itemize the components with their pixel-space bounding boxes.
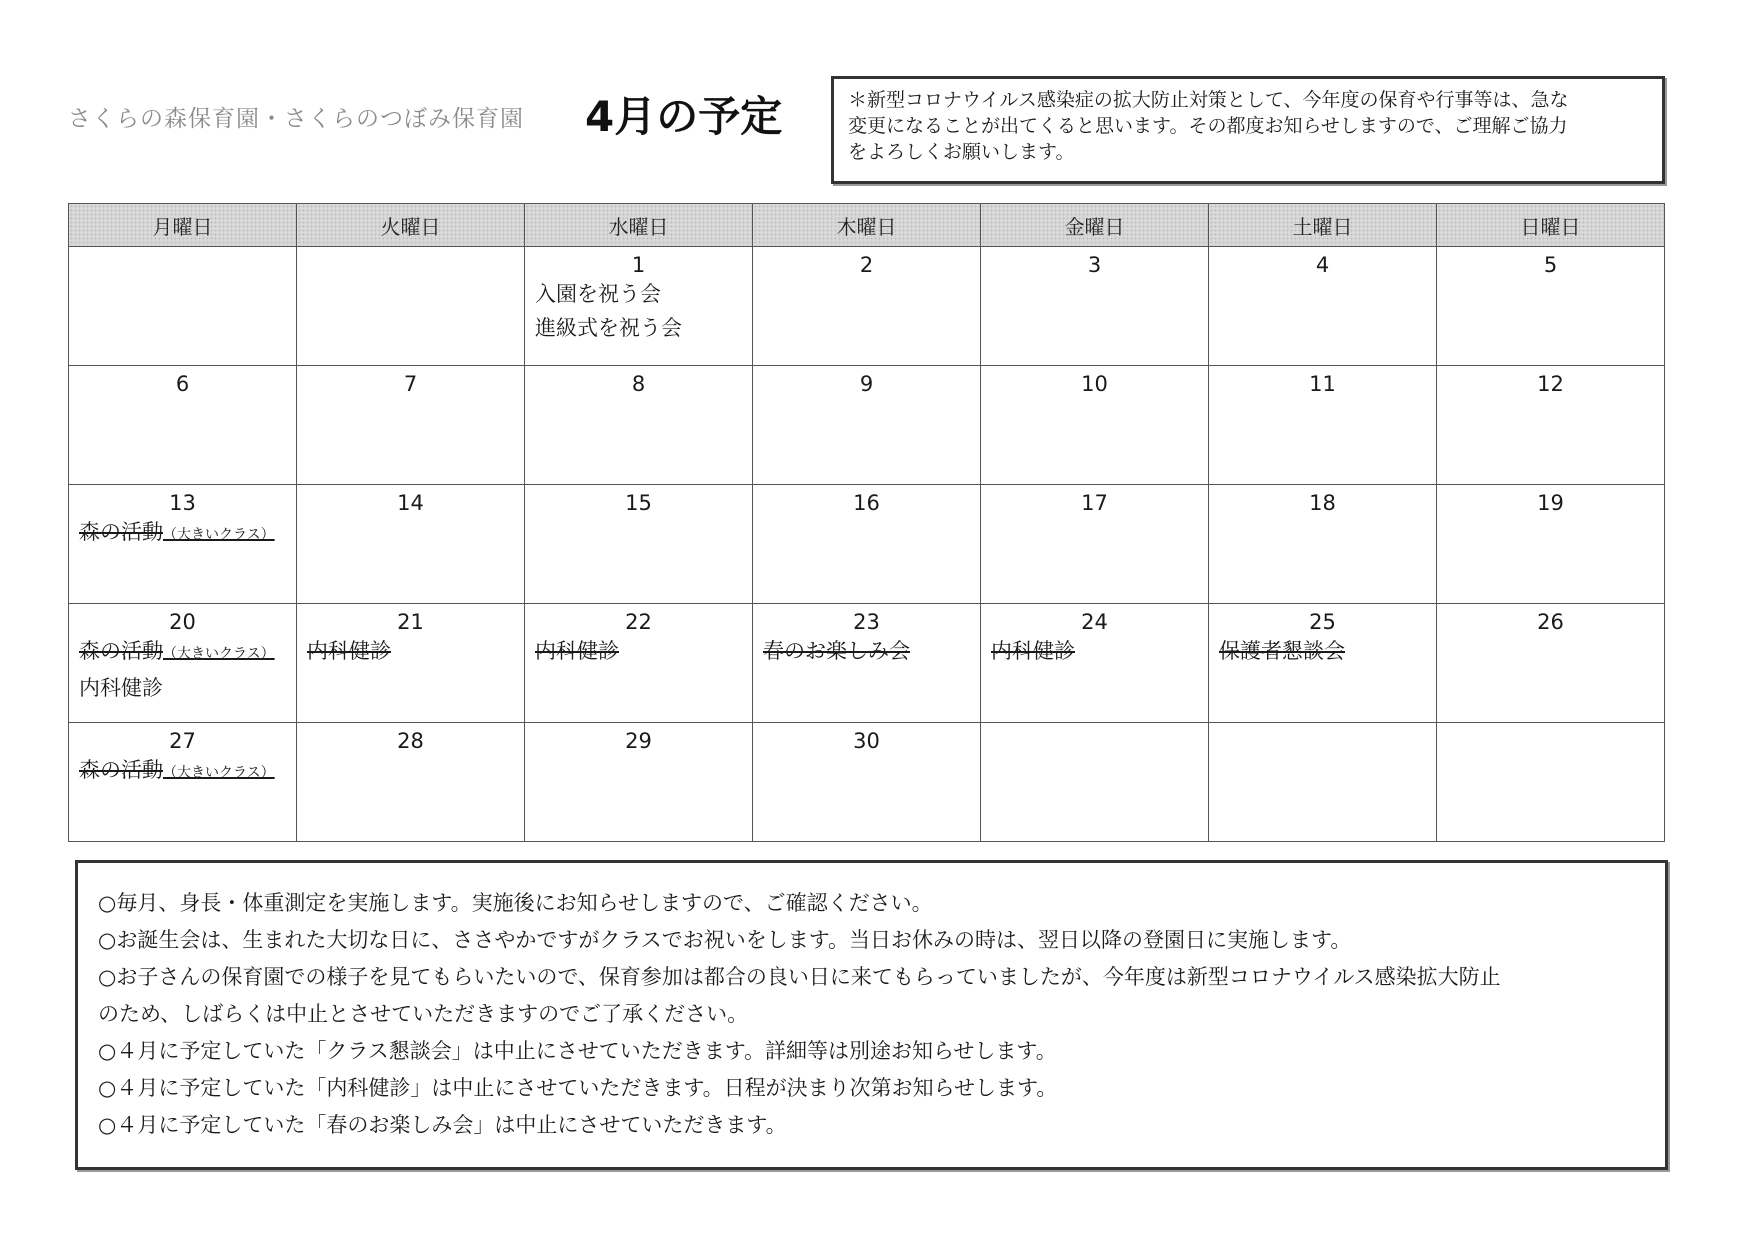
calendar-event	[525, 634, 752, 668]
day-number: 27	[169, 729, 196, 753]
day-cell	[297, 247, 525, 366]
calendar-body	[69, 247, 1665, 842]
note-line: ○毎月、身長・体重測定を実施します。実施後にお知らせしますので、ご確認ください。	[98, 891, 933, 915]
day-cell	[981, 247, 1209, 366]
day-number	[1209, 723, 1436, 729]
monthly-calendar	[68, 203, 1665, 842]
day-cell	[1209, 247, 1437, 366]
day-cell	[753, 366, 981, 485]
day-number: 25	[1309, 610, 1336, 634]
day-number: 16	[853, 491, 880, 515]
day-cell	[69, 723, 297, 842]
week-row	[69, 247, 1665, 366]
page-title: 4月の予定	[585, 92, 783, 141]
day-number: 30	[853, 729, 880, 753]
day-number: 29	[625, 729, 652, 753]
weekday-header: 日曜日	[1437, 204, 1665, 247]
notice-line: 変更になることが出てくると思います。その都度お知らせしますので、ご理解ご協力	[848, 115, 1568, 137]
day-cell	[1437, 723, 1665, 842]
calendar-event	[1209, 634, 1436, 668]
day-cell	[981, 723, 1209, 842]
week-row	[69, 723, 1665, 842]
weekday-header: 土曜日	[1209, 204, 1437, 247]
calendar-event	[525, 277, 752, 311]
weekday-header: 火曜日	[297, 204, 525, 247]
note-line: ○お誕生会は、生まれた大切な日に、ささやかですがクラスでお祝いをします。当日お休みの時は、翌日以降の登園日に実施します。	[98, 928, 1352, 952]
day-number: 9	[859, 372, 874, 396]
event-title: 内科健診	[79, 676, 163, 700]
event-title: 保護者懇談会	[1219, 639, 1345, 663]
calendar-event	[69, 634, 296, 671]
day-cell	[297, 723, 525, 842]
event-title: 森の活動	[79, 639, 163, 663]
event-title: 進級式を祝う会	[535, 316, 682, 340]
day-number: 24	[1081, 610, 1108, 634]
weekday-header: 月曜日	[69, 204, 297, 247]
day-cell	[297, 366, 525, 485]
day-number: 14	[397, 491, 424, 515]
day-number: 23	[853, 610, 880, 634]
event-title: 内科健診	[307, 639, 391, 663]
event-title: 入園を祝う会	[535, 282, 661, 306]
day-number: 6	[175, 372, 190, 396]
note-line: ○４月に予定していた「クラス懇談会」は中止にさせていただきます。詳細等は別途お知らせします。	[98, 1039, 1057, 1063]
event-title: 春のお楽しみ会	[763, 639, 910, 663]
weekday-header-row	[69, 204, 1665, 247]
calendar-event	[69, 753, 296, 790]
calendar-event	[525, 311, 752, 345]
day-number: 26	[1537, 610, 1564, 634]
day-number: 10	[1081, 372, 1108, 396]
notes-box	[75, 860, 1668, 1170]
day-number: 20	[169, 610, 196, 634]
note-line: ○４月に予定していた「春のお楽しみ会」は中止にさせていただきます。	[98, 1113, 787, 1137]
day-number	[981, 723, 1208, 729]
calendar-event	[69, 515, 296, 552]
weekday-header: 木曜日	[753, 204, 981, 247]
day-cell	[1209, 604, 1437, 723]
day-cell	[753, 485, 981, 604]
day-number	[297, 247, 524, 253]
day-cell	[297, 485, 525, 604]
day-number	[69, 247, 296, 253]
calendar-event	[981, 634, 1208, 668]
school-name: さくらの森保育園・さくらのつぼみ保育園	[68, 106, 524, 132]
day-number: 17	[1081, 491, 1108, 515]
day-cell	[69, 366, 297, 485]
event-title: 森の活動	[79, 758, 163, 782]
day-number: 3	[1087, 253, 1102, 277]
event-note: （大きいクラス）	[163, 765, 275, 781]
event-note: （大きいクラス）	[163, 646, 275, 662]
day-cell	[1209, 366, 1437, 485]
day-cell	[1209, 723, 1437, 842]
day-cell	[981, 485, 1209, 604]
weekday-header: 水曜日	[525, 204, 753, 247]
day-number: 22	[625, 610, 652, 634]
note-line: ○４月に予定していた「内科健診」は中止にさせていただきます。日程が決まり次第お知らせします。	[98, 1076, 1058, 1100]
event-note: （大きいクラス）	[163, 527, 275, 543]
day-number: 19	[1537, 491, 1564, 515]
day-number: 1	[631, 253, 646, 277]
event-title: 内科健診	[991, 639, 1075, 663]
day-cell	[1437, 247, 1665, 366]
day-cell	[525, 604, 753, 723]
note-line: のため、しばらくは中止とさせていただきますのでご了承ください。	[98, 1002, 749, 1026]
day-number: 11	[1309, 372, 1336, 396]
calendar-event	[297, 634, 524, 668]
day-cell	[753, 723, 981, 842]
week-row	[69, 604, 1665, 723]
day-cell	[69, 247, 297, 366]
day-cell	[297, 604, 525, 723]
covid-notice-box	[831, 76, 1665, 184]
day-number: 4	[1315, 253, 1330, 277]
day-number: 15	[625, 491, 652, 515]
day-number: 13	[169, 491, 196, 515]
day-number: 28	[397, 729, 424, 753]
day-number: 5	[1543, 253, 1558, 277]
calendar-event	[69, 671, 296, 705]
day-number: 8	[631, 372, 646, 396]
notice-line: をよろしくお願いします。	[848, 141, 1075, 163]
day-number: 7	[403, 372, 418, 396]
day-cell	[525, 723, 753, 842]
day-number: 21	[397, 610, 424, 634]
day-number: 12	[1537, 372, 1564, 396]
notice-line: ＊新型コロナウイルス感染症の拡大防止対策として、今年度の保育や行事等は、急な	[848, 89, 1569, 111]
day-cell	[1437, 604, 1665, 723]
day-cell	[1437, 366, 1665, 485]
day-cell	[1437, 485, 1665, 604]
note-line: ○お子さんの保育園での様子を見てもらいたいので、保育参加は都合の良い日に来てもらっていましたが、今年度は新型コロナウイルス感染拡大防止	[98, 965, 1501, 989]
day-number: 18	[1309, 491, 1336, 515]
day-cell	[525, 485, 753, 604]
week-row	[69, 366, 1665, 485]
calendar-event	[753, 634, 980, 668]
day-cell	[69, 604, 297, 723]
day-cell	[69, 485, 297, 604]
event-title: 内科健診	[535, 639, 619, 663]
day-cell	[525, 366, 753, 485]
day-cell	[981, 604, 1209, 723]
day-cell	[1209, 485, 1437, 604]
event-title: 森の活動	[79, 520, 163, 544]
day-number	[1437, 723, 1664, 729]
day-cell	[753, 247, 981, 366]
day-cell	[753, 604, 981, 723]
week-row	[69, 485, 1665, 604]
day-number: 2	[859, 253, 874, 277]
day-cell	[981, 366, 1209, 485]
weekday-header: 金曜日	[981, 204, 1209, 247]
day-cell	[525, 247, 753, 366]
